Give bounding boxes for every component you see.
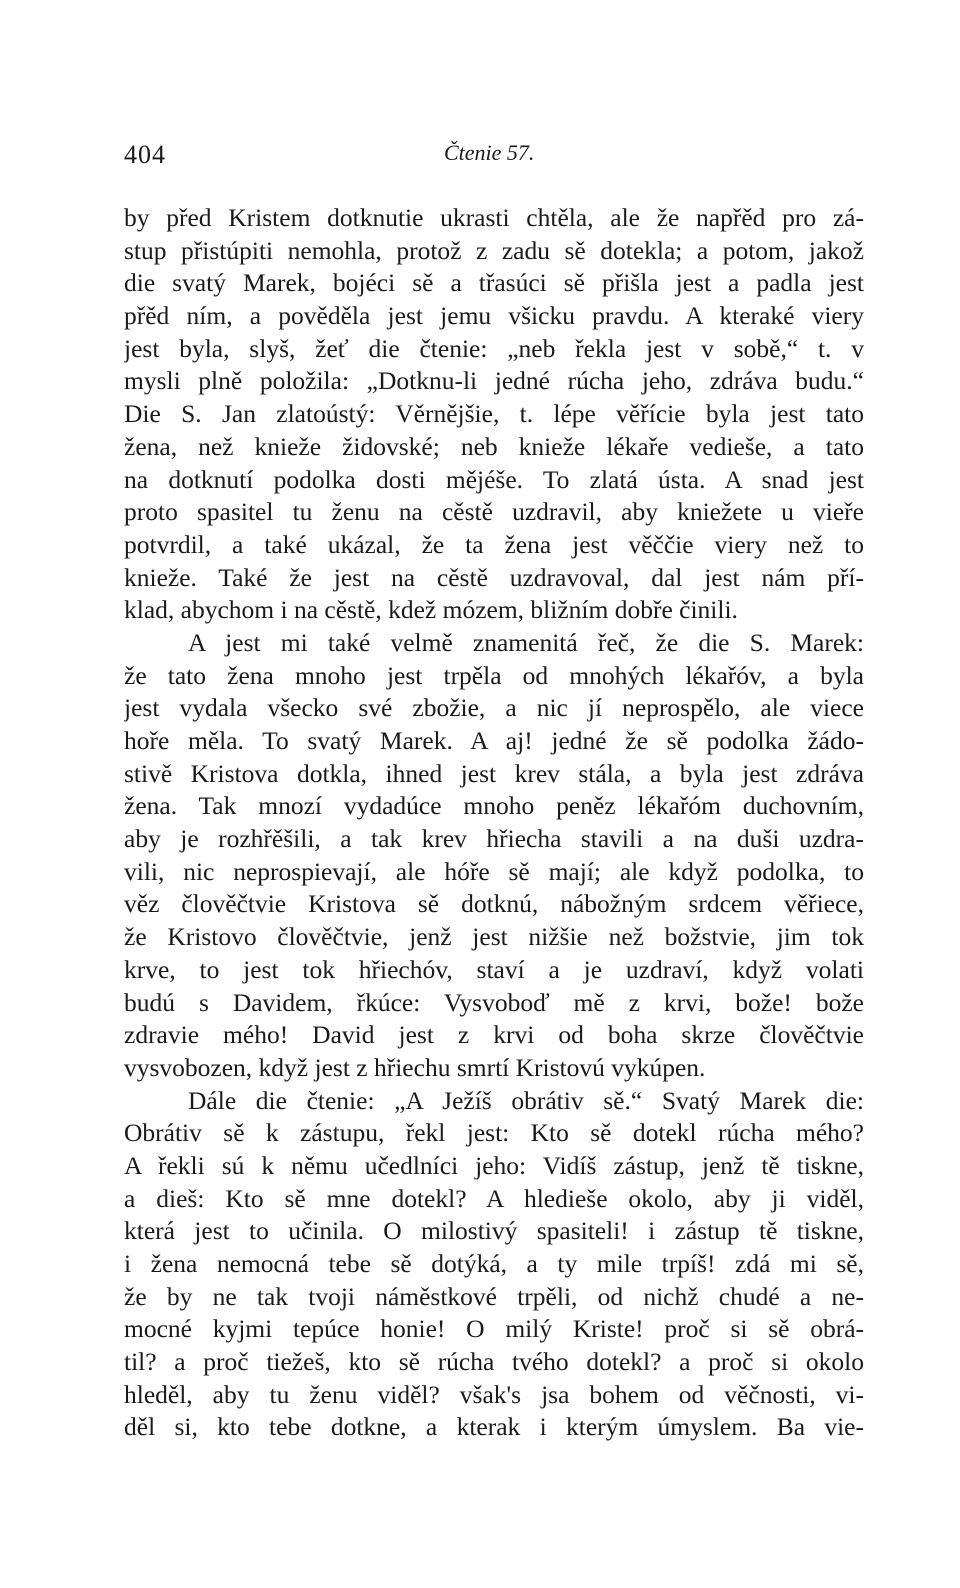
text-line: mysli plně položila: „Dotknu-li jedné rúcha jeho, zdráva budu.“ bbox=[124, 366, 864, 396]
paragraph bbox=[124, 627, 864, 1085]
text-line: jest byla, slyš, žeť die čtenie: „neb řekla jest v sobě,“ t. v bbox=[124, 333, 864, 363]
text-line: potvrdil, a také ukázal, že ta žena jest věččie viery než to bbox=[124, 529, 864, 559]
text-line: hoře měla. To svatý Marek. A aj! jedné že sě podolka žádo- bbox=[124, 726, 864, 755]
text-line: aby je rozhřěšili, a tak krev hřiecha stavili a na duši uzdra- bbox=[124, 824, 864, 854]
text-line: krve, to jest tok hřiechóv, staví a je uzdraví, když volati bbox=[124, 954, 864, 984]
chapter-title: Čtenie 57. bbox=[444, 140, 535, 165]
text-line: žena. Tak mnozí vydadúce mnoho peněz lékařóm duchovním, bbox=[124, 791, 864, 821]
text-line: vili, nic neprospievají, ale hóře sě mají; ale když podolka, to bbox=[124, 856, 864, 886]
text-line: žena, než knieže židovské; neb knieže lékaře vedieše, a tato bbox=[124, 431, 864, 461]
text-line: stup přistúpiti nemohla, protož z zadu sě dotekla; a potom, jakož bbox=[124, 235, 864, 265]
text-line: Obrátiv sě k zástupu, řekl jest: Kto sě dotekl rúcha mého? bbox=[124, 1118, 864, 1148]
text-line: A jest mi také velmě znamenitá řeč, že die S. Marek: bbox=[188, 627, 864, 657]
text-line: klad, abychom i na cěstě, kdež mózem, bližním dobře činili. bbox=[124, 595, 738, 625]
text-line: věz člověčtvie Kristova sě dotknú, nábožným srdcem věřiece, bbox=[124, 889, 864, 919]
text-line: přěd ním, a pověděla jest jemu všicku pravdu. A kteraké viery bbox=[124, 301, 864, 331]
text-line: A řekli sú k němu učedlníci jeho: Vidíš zástup, jenž tě tiskne, bbox=[124, 1150, 864, 1180]
text-line: která jest to učinila. O milostivý spasiteli! i zástup tě tiskne, bbox=[124, 1216, 864, 1246]
text-line: mocné kyjmi tepúce honie! O milý Kriste! proč si sě obrá- bbox=[124, 1314, 864, 1344]
text-line: Die S. Jan zlatoústý: Věrnějšie, t. lépe věřície byla jest tato bbox=[124, 399, 864, 429]
paragraph bbox=[124, 202, 864, 627]
text-line: stivě Kristova dotkla, ihned jest krev stála, a byla jest zdráva bbox=[124, 758, 864, 788]
body-text bbox=[124, 202, 864, 1444]
text-line: knieže. Také že jest na cěstě uzdravoval, dal jest nám pří- bbox=[124, 562, 864, 592]
text-line: by před Kristem dotknutie ukrasti chtěla, ale že napřěd pro zá- bbox=[124, 203, 864, 232]
text-line: vysvobozen, když jest z hřiechu smrtí Kristovú vykúpen. bbox=[124, 1052, 706, 1082]
paragraph bbox=[124, 1085, 864, 1445]
text-line: že tato žena mnoho jest trpěla od mnohých lékařóv, a byla bbox=[124, 660, 864, 690]
text-line: zdravie mého! David jest z krvi od boha skrze člověčtvie bbox=[124, 1020, 864, 1050]
text-line: že Kristovo člověčtvie, jenž jest nižšie než božstvie, jim tok bbox=[124, 922, 864, 952]
text-line: jest vydala všecko své zbožie, a nic jí neprospělo, ale viece bbox=[124, 693, 864, 723]
text-line: proto spasitel tu ženu na cěstě uzdravil, aby kniežete u vieře bbox=[124, 497, 864, 527]
text-line: děl si, kto tebe dotkne, a kterak i kterým úmyslem. Ba vie- bbox=[124, 1412, 864, 1442]
text-line: budú s Davidem, řkúce: Vysvoboď mě z krvi, bože! bože bbox=[124, 987, 864, 1017]
text-line: na dotknutí podolka dosti mějéše. To zlatá ústa. A snad jest bbox=[124, 464, 864, 494]
text-line: Dále die čtenie: „A Ježíš obrátiv sě.“ Svatý Marek die: bbox=[188, 1085, 864, 1115]
text-line: til? a proč tiežeš, kto sě rúcha tvého dotekl? a proč si okolo bbox=[124, 1347, 864, 1377]
text-line: a dieš: Kto sě mne dotekl? A hledieše okolo, aby ji viděl, bbox=[124, 1183, 864, 1213]
text-line: že by ne tak tvoji náměstkové trpěli, od nichž chudé a ne- bbox=[124, 1281, 864, 1311]
running-head bbox=[124, 140, 864, 174]
page-number: 404 bbox=[124, 140, 166, 169]
text-line: hleděl, aby tu ženu viděl? však's jsa bohem od věčnosti, vi- bbox=[124, 1379, 864, 1409]
text-line: die svatý Marek, bojéci sě a třasúci sě přišla jest a padla jest bbox=[124, 268, 864, 298]
text-line: i žena nemocná tebe sě dotýká, a ty mile trpíš! zdá mi sě, bbox=[124, 1249, 864, 1278]
